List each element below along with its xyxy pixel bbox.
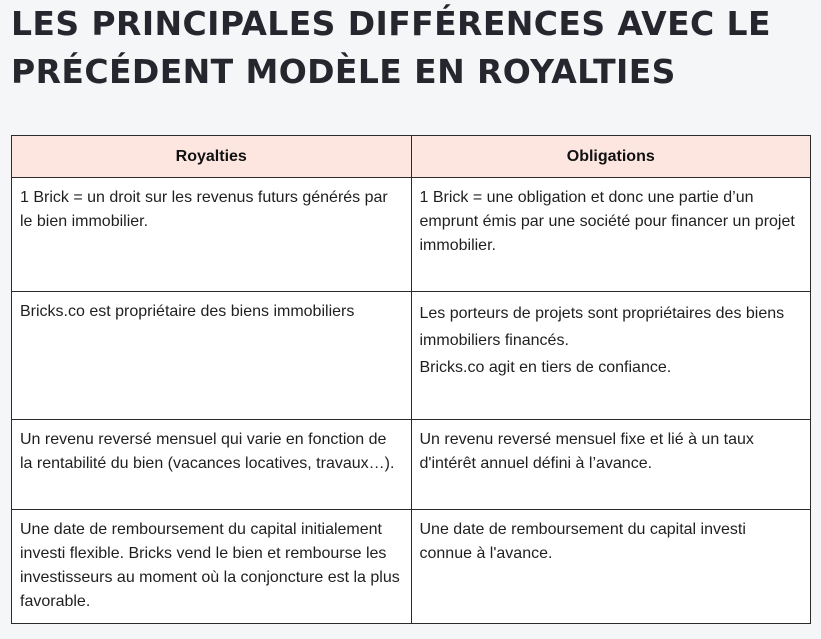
table-cell-royalties (12, 178, 412, 292)
column-header-royalties: Royalties (12, 136, 412, 178)
table-cell-royalties (12, 510, 412, 624)
cell-text: Les porteurs de projets sont propriétaires des biens immobiliers financés. (419, 305, 785, 349)
table-row (12, 510, 811, 624)
table-row (12, 420, 811, 510)
table-cell-obligations (411, 292, 811, 420)
table-cell-royalties (12, 420, 412, 510)
cell-text: 1 Brick = une obligation et donc une partie d’un emprunt émis par une société pour financer un projet immobilier. (419, 189, 795, 254)
cell-text: Bricks.co est propriétaire des biens immobiliers (20, 303, 355, 320)
comparison-table (11, 135, 811, 624)
column-header-obligations: Obligations (411, 136, 811, 178)
table-cell-obligations (411, 178, 811, 292)
table-row (12, 178, 811, 292)
table-row (12, 292, 811, 420)
table-cell-obligations (411, 420, 811, 510)
cell-text: Bricks.co agit en tiers de confiance. (419, 359, 672, 376)
table-cell-royalties (12, 292, 412, 420)
cell-text: Un revenu reversé mensuel fixe et lié à un taux d'intérêt annuel défini à l’avance. (419, 431, 754, 472)
cell-text: Une date de remboursement du capital initialement investi flexible. Bricks vend le bien et rembourse les investisseurs au moment où la conjoncture est la plus favorable. (20, 521, 400, 610)
table-cell-obligations (411, 510, 811, 624)
cell-text: Une date de remboursement du capital investi connue à l'avance. (419, 521, 746, 562)
cell-text: 1 Brick = un droit sur les revenus futurs générés par le bien immobilier. (20, 189, 388, 230)
cell-text: Un revenu reversé mensuel qui varie en fonction de la rentabilité du bien (vacances locatives, travaux…). (20, 431, 395, 472)
table-header-row (12, 136, 811, 178)
page-title: LES PRINCIPALES DIFFÉRENCES AVEC LE PRÉCÉDENT MODÈLE EN ROYALTIES (11, 4, 771, 91)
